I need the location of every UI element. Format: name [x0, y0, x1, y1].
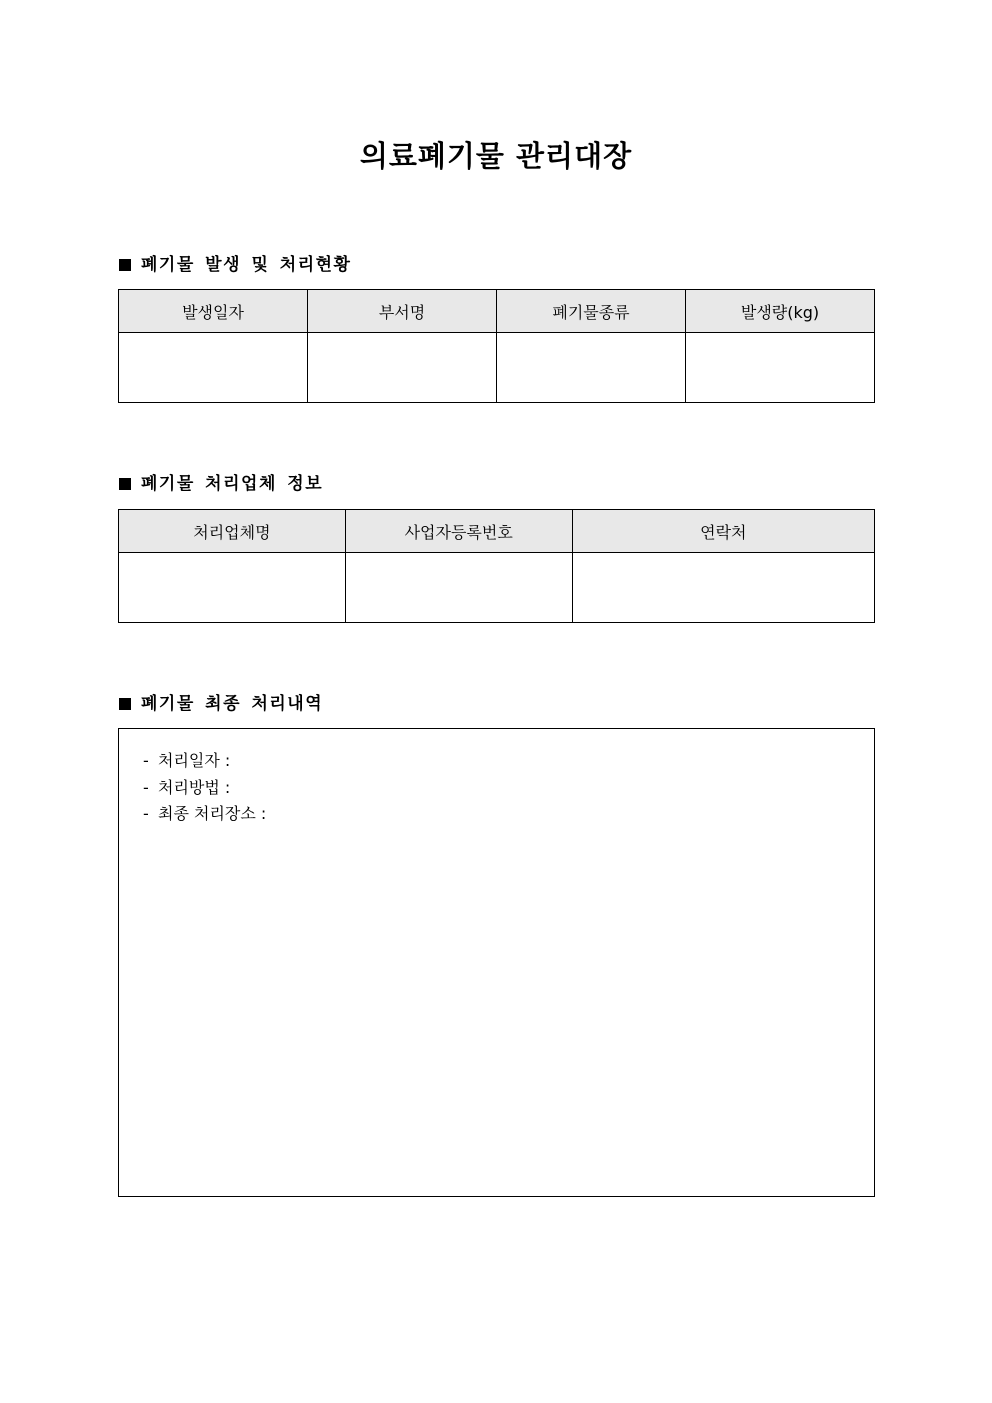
cell-date[interactable]	[119, 333, 308, 403]
company-table	[118, 509, 875, 623]
list-item: - 처리방법 :	[143, 777, 231, 797]
section-heading-text: 폐기물 최종 처리내역	[141, 694, 324, 714]
square-bullet-icon	[119, 698, 131, 710]
cell-waste-type[interactable]	[497, 333, 686, 403]
section-heading-text: 폐기물 발생 및 처리현황	[141, 255, 352, 275]
item-disposal-date-label: 처리일자 :	[158, 751, 231, 770]
cell-department[interactable]	[308, 333, 497, 403]
document-title: 의료폐기물 관리대장	[359, 139, 633, 173]
table-header-row	[119, 510, 875, 553]
column-header-amount: 발생량(kg)	[686, 290, 875, 333]
table-row	[119, 553, 875, 623]
final-disposal-box[interactable]	[118, 728, 875, 1197]
column-header-company-name: 처리업체명	[119, 510, 346, 553]
column-header-department: 부서명	[308, 290, 497, 333]
column-header-business-number: 사업자등록번호	[345, 510, 572, 553]
square-bullet-icon	[119, 259, 131, 271]
final-disposal-list	[119, 729, 874, 828]
cell-company-name[interactable]	[119, 553, 346, 623]
section-heading-generation	[119, 253, 351, 277]
column-header-contact: 연락처	[572, 510, 874, 553]
cell-amount[interactable]	[686, 333, 875, 403]
table-row	[119, 333, 875, 403]
column-header-date: 발생일자	[119, 290, 308, 333]
square-bullet-icon	[119, 478, 131, 490]
section-heading-text: 폐기물 처리업체 정보	[141, 474, 324, 494]
list-item: - 최종 처리장소 :	[143, 804, 267, 823]
generation-table	[118, 289, 875, 403]
item-disposal-site-label: 최종 처리장소 :	[158, 804, 267, 823]
section-heading-company	[119, 472, 323, 496]
cell-contact[interactable]	[572, 553, 874, 623]
column-header-waste-type: 폐기물종류	[497, 290, 686, 333]
list-item: - 처리일자 :	[143, 751, 231, 770]
cell-business-number[interactable]	[345, 553, 572, 623]
item-disposal-method-label: 처리방법 :	[158, 777, 231, 797]
section-heading-final-disposal	[119, 692, 323, 716]
table-header-row	[119, 290, 875, 333]
